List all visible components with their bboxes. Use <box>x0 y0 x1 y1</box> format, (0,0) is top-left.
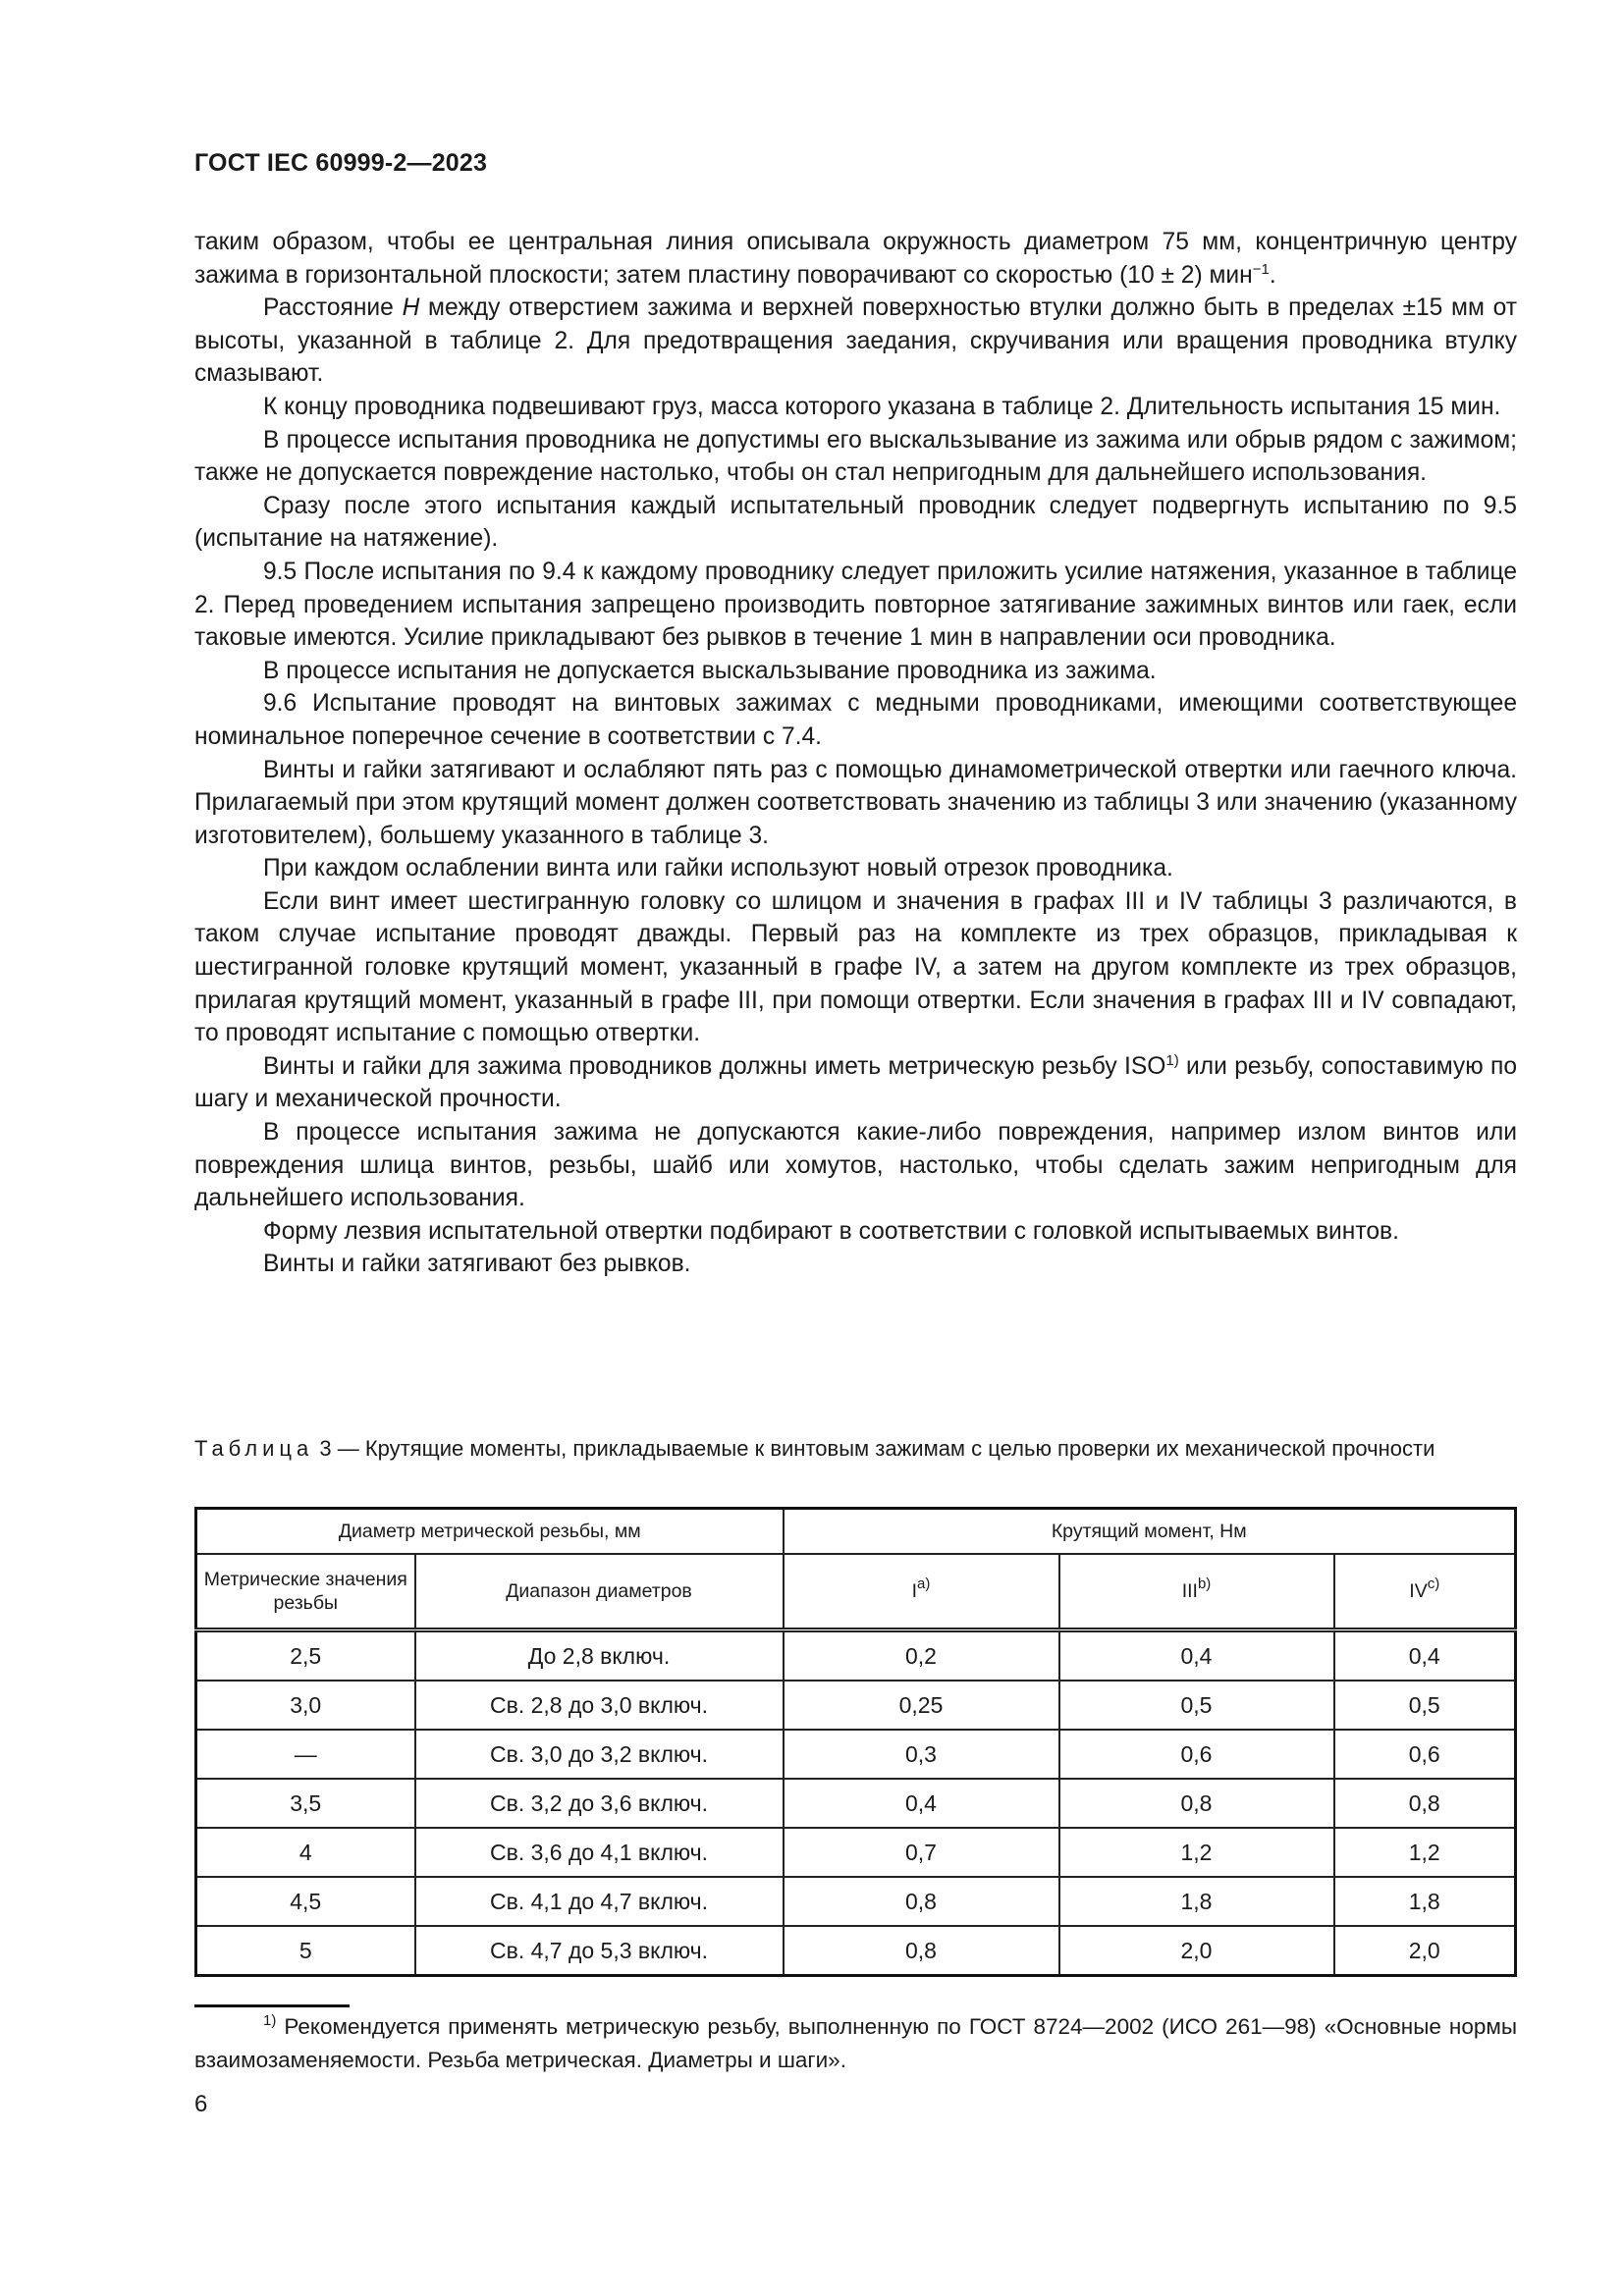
table-row <box>196 1779 1516 1828</box>
document-header: ГОСТ IEC 60999-2—2023 <box>194 149 488 177</box>
header-cell: Метрические значения резьбы <box>196 1554 415 1630</box>
paragraph-text: Расстояние <box>263 294 403 322</box>
torque-table <box>194 1507 1517 1977</box>
table-row <box>196 1630 1516 1682</box>
table-cell: 3,0 <box>196 1681 415 1730</box>
caption-label: Таблица <box>194 1436 314 1461</box>
table-row <box>196 1828 1516 1877</box>
table-cell: Св. 3,2 до 3,6 включ. <box>415 1779 784 1828</box>
table-cell: 0,2 <box>784 1630 1059 1682</box>
paragraph: Винты и гайки затягивают без рывков. <box>263 1251 691 1278</box>
paragraph: К концу проводника подвешивают груз, масса которого указана в таблице 2. Длительность испытания 15 мин. <box>263 393 1501 420</box>
table-cell: Св. 4,1 до 4,7 включ. <box>415 1877 784 1926</box>
paragraph: Если винт имеет шестигранную головку со шлицом и значения в графах III и IV таблицы 3 различаются, в таком случае испытание проводят дважды. Первый раз на комплекте из трех образцов, прикладывая к шестигранной головке крутящий момент, указанный в графе IV, а затем на другом комплекте из трех образцов, прилагая крутящий момент, указанный в графе III, при помощи отвертки. Если значения в графах III и IV совпадают, то проводят испытание с помощью отвертки. <box>194 887 1517 1047</box>
table-cell: 0,8 <box>784 1877 1059 1926</box>
body-text <box>194 226 1517 1281</box>
table-cell: 1,2 <box>1059 1828 1334 1877</box>
table-cell: 0,4 <box>1334 1630 1516 1682</box>
superscript: b) <box>1197 1575 1212 1592</box>
paragraph: В процессе испытания не допускается выскальзывание проводника из зажима. <box>263 657 1157 684</box>
paragraph-text: таким образом, чтобы ее центральная линия описывала окружность диаметром 75 мм, концентричную центру зажима в горизонтальной плоскости; затем пластину поворачивают со скоростью (10 ± 2) мин <box>194 229 1517 289</box>
page-number: 6 <box>194 2091 208 2117</box>
table-cell: 0,5 <box>1059 1681 1334 1730</box>
table-cell: 1,8 <box>1059 1877 1334 1926</box>
footnote-mark: 1) <box>263 2012 277 2029</box>
paragraph: В процессе испытания зажима не допускаются какие-либо повреждения, например излом винтов или повреждения шлица винтов, резьбы, шайб или хомутов, настолько, чтобы сделать зажим непригодным для дальнейшего использования. <box>194 1119 1517 1212</box>
table-cell: 3,5 <box>196 1779 415 1828</box>
table-cell: 0,6 <box>1059 1730 1334 1779</box>
superscript: −1 <box>1252 260 1270 278</box>
table-cell: Св. 3,6 до 4,1 включ. <box>415 1828 784 1877</box>
table-cell: Св. 3,0 до 3,2 включ. <box>415 1730 784 1779</box>
caption-text: 3 — Крутящие моменты, прикладываемые к винтовым зажимам с целью проверки их механической прочности <box>313 1436 1435 1461</box>
table-row <box>196 1926 1516 1976</box>
table-cell: 0,8 <box>1059 1779 1334 1828</box>
footnote-text: Рекомендуется применять метрическую резьбу, выполненную по ГОСТ 8724—2002 (ИСО 261—98) «Основные нормы взаимозаменяемости. Резьба метрическая. Диаметры и шаги». <box>194 2014 1517 2072</box>
table-cell: 5 <box>196 1926 415 1976</box>
table-cell: 4 <box>196 1828 415 1877</box>
header-cell: Диаметр метрической резьбы, мм <box>196 1509 784 1555</box>
header-text: IV <box>1409 1580 1428 1602</box>
table-caption <box>194 1433 1517 1465</box>
table-cell: — <box>196 1730 415 1779</box>
table-cell: 1,2 <box>1334 1828 1516 1877</box>
table-cell: 0,3 <box>784 1730 1059 1779</box>
paragraph: При каждом ослаблении винта или гайки используют новый отрезок проводника. <box>263 855 1173 882</box>
header-cell <box>1059 1554 1334 1630</box>
table-cell: 0,4 <box>1059 1630 1334 1682</box>
footnote-separator <box>194 2004 350 2007</box>
table-cell: 0,7 <box>784 1828 1059 1877</box>
header-cell: Крутящий момент, Нм <box>784 1509 1516 1555</box>
paragraph <box>194 226 1517 292</box>
paragraph-text: или резьбу, сопоставимую по шагу и механической прочности. <box>194 1052 1517 1113</box>
table-row <box>196 1730 1516 1779</box>
table-row <box>196 1681 1516 1730</box>
paragraph: Форму лезвия испытательной отвертки подбирают в соответствии с головкой испытываемых винтов. <box>263 1217 1399 1245</box>
superscript: c) <box>1427 1575 1440 1592</box>
table-row <box>196 1877 1516 1926</box>
table-cell: До 2,8 включ. <box>415 1630 784 1682</box>
table-header-row <box>196 1509 1516 1555</box>
footnote-ref: 1) <box>1165 1051 1179 1069</box>
paragraph <box>194 292 1517 391</box>
table-cell: Св. 4,7 до 5,3 включ. <box>415 1926 784 1976</box>
paragraph-text: . <box>1269 261 1276 289</box>
header-cell <box>1334 1554 1516 1630</box>
header-cell: Диапазон диаметров <box>415 1554 784 1630</box>
table-cell: 0,5 <box>1334 1681 1516 1730</box>
table-cell: 2,0 <box>1059 1926 1334 1976</box>
paragraph: 9.5 После испытания по 9.4 к каждому проводнику следует приложить усилие натяжения, указанное в таблице 2. Перед проведением испытания запрещено производить повторное затягивание зажимных винтов или гаек, если таковые имеются. Усилие прикладывают без рывков в течение 1 мин в направлении оси проводника. <box>194 558 1517 652</box>
superscript: a) <box>917 1575 931 1592</box>
table-cell: 1,8 <box>1334 1877 1516 1926</box>
paragraph <box>194 1050 1517 1116</box>
table-cell: Св. 2,8 до 3,0 включ. <box>415 1681 784 1730</box>
table-cell: 0,6 <box>1334 1730 1516 1779</box>
paragraph: Сразу после этого испытания каждый испытательный проводник следует подвергнуть испытанию по 9.5 (испытание на натяжение). <box>194 492 1517 553</box>
table-cell: 4,5 <box>196 1877 415 1926</box>
table-cell: 2,5 <box>196 1630 415 1682</box>
footnote <box>194 2010 1517 2077</box>
variable-h: H <box>402 294 420 322</box>
table-cell: 0,4 <box>784 1779 1059 1828</box>
header-cell <box>784 1554 1059 1630</box>
paragraph: В процессе испытания проводника не допустимы его выскальзывание из зажима или обрыв рядом с зажимом; также не допускается повреждение настолько, чтобы он стал непригодным для дальнейшего использования. <box>194 426 1517 487</box>
table-header-row <box>196 1554 1516 1630</box>
paragraph-text: Винты и гайки для зажима проводников должны иметь метрическую резьбу ISO <box>263 1052 1166 1080</box>
paragraph: Винты и гайки затягивают и ослабляют пять раз с помощью динамометрической отвертки или гаечного ключа. Прилагаемый при этом крутящий момент должен соответствовать значению из таблицы 3 или значению (указанному изготовителем), большему указанного в таблице 3. <box>194 756 1517 849</box>
paragraph-text: между отверстием зажима и верхней поверхностью втулки должно быть в пределах ±15 мм от высоты, указанной в таблице 2. Для предотвращения заедания, скручивания или вращения проводника втулку смазывают. <box>194 294 1517 388</box>
header-text: III <box>1181 1580 1198 1602</box>
table-cell: 0,25 <box>784 1681 1059 1730</box>
table-cell: 0,8 <box>1334 1779 1516 1828</box>
paragraph: 9.6 Испытание проводят на винтовых зажимах с медными проводниками, имеющими соответствующее номинальное поперечное сечение в соответствии с 7.4. <box>194 690 1517 750</box>
header-text: I <box>911 1580 918 1602</box>
table-cell: 0,8 <box>784 1926 1059 1976</box>
table-cell: 2,0 <box>1334 1926 1516 1976</box>
